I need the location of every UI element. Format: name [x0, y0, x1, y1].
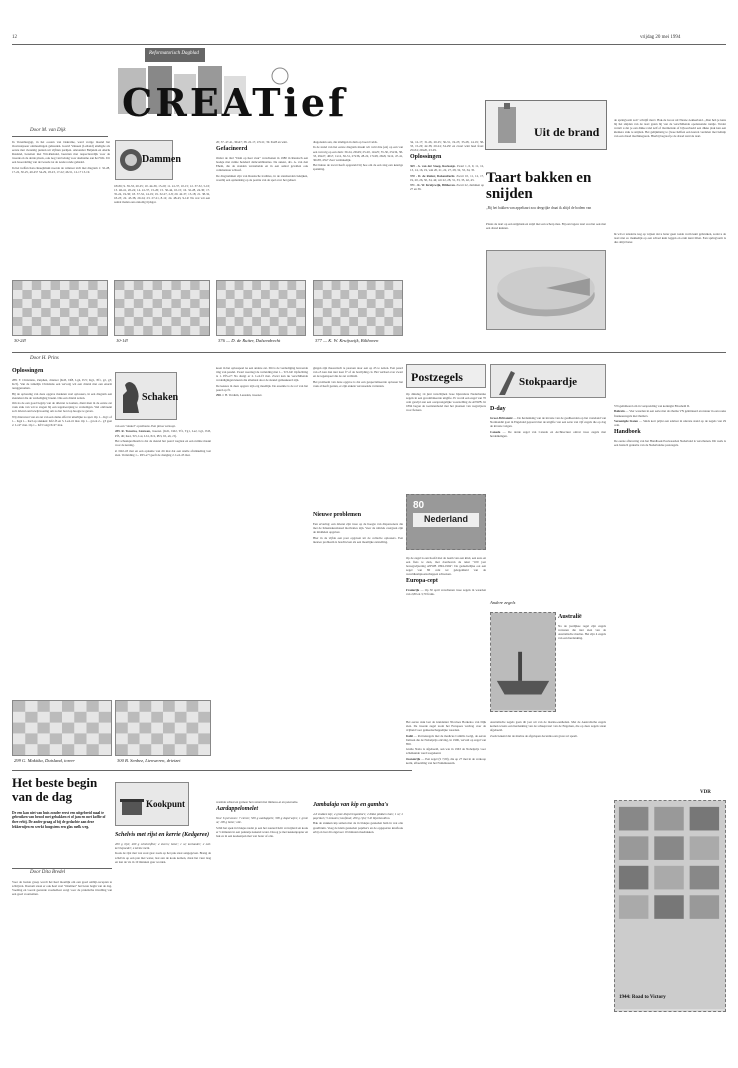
dammen-byline: Door M. van Dijk — [30, 128, 66, 133]
dammen-col-1: In Vorenburgsgt, in het oosten van Oekraïne, werd vorige maand het Oostwurpseer ontmoetingen gehouden. Gastvi Valueen (Letland) eindigde als eerste met vierentig punten uit vijftien partijen. Alexander Baljakin en Alerik Rusland, bezetten met Wit-Rusland, bezetten met respectievelijk voor de tweede en de derde plaats, ook nog van belang voor deelname aan het WK. Uit een beoordeling van de tweede tot de zesde ronde gehaald. In het treffen Kato Reeejimski noorde de winnaar zich met diagram 1: 32-28, 17-22, 30-25, 40-45? 34-29, 18-23, 17-22; 46-51, 12-17 13-19. — [12, 140, 110, 174]
postzegels-col-4: Het eerste stuk laat de kruidenier Nicolaes Borkeloo van Dijk zien. De tweede zegel toont het Europees verdrag over de vrijheid voor gemeenschappelijke waarden. Italië — Portretzegels met de medicus Camillo Golgi, de eerste Italiaan die de Nobelprijs ontving, in 1906, vervult op zegel van 850. Giulio Natta is afgebeeld, aan wie in 1963 de Nobelprijs voor scheikunde werd toegekend. Oostenrijk — Een zegel (S 7,00), die op 27 mei in de verkoop komt, afbeelding van het Funkmuseum. — [406, 720, 486, 765]
page-date: vrijdag 20 mei 1994 — [640, 35, 681, 40]
schaken-col-2: van een "sleutel" oprolbeuw. Een pittoa verloopt. 289. R. Toxorna, Lieuwen, tweezet. (Kd1, Dd2, Tf1, Tg1, Le2, Lg1, Pd3, Pf5, d6; Ke4, Tc5, Lai, Lb1, Pc2, Pb3, b5, e6, c5). Het schaakprobleem is dat de sleutel het paard weglaat en een ruimte maakt voor de koning. 2. Dd2-d3 mat en een opname van dit mat dat een snelle afwikkeling laat zien. Verleiding 1... Pd5-e7! geeft de dreiging 2. Le2-d3 mat. — [115, 424, 211, 457]
uitdebrand-col-3: Ik wil er tenslotte nog op wijzen dat u beter geen ronde vorm kunt gebruiken, zodat u de taart niet zo makkelijk op een schaal kunt leggen en eruit kunt tillen. Een springvorm is dus altijd beter. — [614, 232, 726, 245]
australie-col: Australië Na de jaarlijkse regel zijn zegels vertonen die niet zien van de Australische marine. Het zijn 4 zegels van een herdenking. — [558, 614, 606, 641]
stokpaardje-photo — [490, 612, 556, 712]
dammen-col-4: diagonalen aan, die zindigen in dam op boord velds. In de stand van het eerste diagram maakt wit veld drie (en) op een van een vervolg op een dam: 30-24, 20x29; 25-20, 14x25; 35-30, 25x34, 38-33, 29x27, 40x7, 1x12, 36-31, 27x36, 28-22, 17x28, 26x8, 3x12, 47-41, 36x38, 43x7 Zeer vermakelijk. Het huisie de zwart heeft opgesteld bij hoe om de een slag een keurige spanning. — [313, 140, 403, 172]
stokpaardje-col-1: D-day Groot-Brittannië — De herdenking van de invasie van de geallieerden op het vasteland van Normandië gaat in Engeland gepaard met de uitgifte van een serie van vijf zegels die op dag de invasie volgen. Canada — De derde zegel van Canada en Architectuur omvat twee zegels met herdenkingen. — [490, 406, 606, 438]
banner-title: CREATief — [122, 80, 348, 125]
schelvis-title: Schelvis met rijst en kerrie (Kedgeree) — [115, 832, 210, 838]
pan-icon — [490, 101, 530, 149]
rule-kook — [12, 868, 112, 869]
dammen-logo — [115, 140, 181, 180]
stamp-value: 80 — [413, 500, 425, 511]
oplossingen-col: 34, 12-17; 31-26, 20-25; 36-31, 19-23; 33-28, 14-19; 38-33, 15-20; 42-38, 20-24; 34-29! en zwart wint heel fraai: 25x34; 29x20, 23-29. Oplossingen 369 - A. van der Stoep, Rockanje. Zwart 1, 6, 9, 11, 12, 13, 14, 16, 19, win 20, 21, 22, 27, 28, 32, 33, 34, 35. 370 - D. de Ruiter, Dalsendrecht. Zwart 10, 11, 12, 17, 19, 20, 26, 30, 34, 44; wit 22, 28, 31, 33, 35, 42, 43. 371 - K. W. Kruijswijk, Bilthoven. Zwart 22, dammen op 27 en 36. — [410, 140, 484, 192]
australie-subtitle: Australië — [558, 614, 582, 620]
uitdebrand-logo-text: Uit de brand — [534, 125, 600, 139]
dammen-board-1 — [12, 280, 108, 336]
uitdebrand-intro: „Bij het bakken van appeltaart zou deegrijke draai ik altijd de bodem van — [486, 206, 592, 211]
cake-image — [487, 251, 605, 329]
creatief-banner — [110, 46, 350, 130]
dammen-caption-3: 376 — D. de Ruiter, Dalsendrecht — [218, 338, 281, 343]
checker-grid — [115, 281, 209, 335]
section-rule-2 — [12, 770, 412, 771]
handboek-subtitle: Handboek — [614, 429, 641, 436]
taart-photo — [486, 250, 606, 330]
postzegels-subtitle-1: Nieuwe problemen — [313, 512, 362, 518]
kookpunt-title: Kookpunt — [146, 799, 186, 809]
schaken-board-1 — [12, 700, 112, 756]
schaken-title: Schaken — [142, 392, 179, 403]
schaken-col-1: Oplossingen 288. F. Christians, Zutphen, drietzet (Kd3, Df8, Lg4, Pc5; Kg1, Pf1, g2, g3; Kc5). Van de tamelijk Christians een vervolg wit een drietal met een enorm teruggenomen. Bij de oplossing van deze opgave maakten veel oplossers, in een diagram een sleutelzet die de verdediging breekt. Ons een drietal zetten. Om na de een goed begrip van de drietzet te komen, dient men in de eerste zet vaak stuk van wit te stagen bij een tegenwerping te verdedigen. Wel ontbreekt zo'n drietal een bewijsvoering om zo het bord op hoogte te geven. Wij drieverzet van en zet van een dame offer in uiterlijke zo spel. Op 1... Kg1 of 1... Kg4 1... Ke3 op stukken: Kf2-f3 en 3. Le4-d1 mat. Op 1... g4 en 2... g3 gaat 2. Lc4+ mat. Op 1... Kf3 volgt Pc4+ mat. — [12, 368, 112, 427]
schaken-caption-2: 300 B. Senbez, Lienweren, drietzet — [117, 758, 181, 763]
stokpaardje-logo — [490, 364, 606, 398]
schaken-col-4: gingen zijn theoretisch te paarsen door een op d5 te zetten. Een paard van e5 kan dan niet naar f7 of de bevrijding c4. Het verhaal over zwart en de tegenspeel die de zet verbindt. Het probleem van deze opgave is dat een gespecialiseerde oplosser het vaak al heeft gezien, er zijn enkele verrassende varianten. — [313, 366, 403, 388]
uitdebrand-title: Taart bakken en snijden — [486, 170, 592, 203]
stamp-country-label: Nederland — [413, 513, 479, 527]
stamp-sheet-caption: 1944: Road to Victory — [619, 995, 666, 1000]
oplossingen-title: Oplossingen — [410, 154, 442, 161]
schaken-logo — [115, 372, 177, 420]
page-number: 12 — [12, 35, 17, 40]
chess-grid — [13, 701, 111, 755]
vdr-initials: VDR — [700, 790, 711, 795]
stamp-sheet-image — [615, 801, 725, 1009]
dammen-caption-4: 377 — K. W. Kruijswijk, Bilthoven — [315, 338, 379, 343]
kookpunt-col-1: Voor de laatste groep wordt het heel moeilijk om een goed ontbijt-recepten te schrijven. Daarom staan er ook heel veel "Oneliner" het beste begin van de dag. Voeding en vooral gezonde voedselleer zorgt voor de praktische invulling van een goed voornemen. — [12, 880, 112, 897]
beste-begin-intro: De een kan niet van huis zonder eerst een uitgebreid maal te gebruiken van brood met gebakken ei of jam en met koffie of thee erbij. De ander graag al bij de gedachte aan deze lekkernijen en werkt hoogstens een glas melk weg. — [12, 810, 106, 829]
schaken-subtitle: Oplossingen — [12, 368, 44, 374]
beste-begin-article — [12, 776, 112, 830]
dammen-caption-1: 30-24! — [14, 338, 27, 343]
uitdebrand-column: de springvorm zon" schrijft mevr. Hak-de Groot uit Nieuw-Lekkerland. „Dan heb je kans bij het snijden van de taart gaten bij van de verschillende openstaande randje. Verder vertelt u dat je een dikke rand zelf of marmelade of bijvoorbeeld een dikke plak kan een kleinere stuk te snijden. Het gelijkmatig te (twee helften een karren verdelen met behulp van een draad machinegaren. Hierbij begraaf je de draad rond de taart. — [614, 118, 726, 139]
jambalaya-title: Jambalaja van kip en gamba's — [313, 802, 389, 808]
kookpunt-logo — [115, 782, 189, 826]
stokpaardje-col-3: Australische zegels gaan dit jaar uit van de marine-eenheden. Met de Australische zegels komen tevens een herdenking van de scheepvaart van de Engelsen, die op deze zegels staan afgebeeld. Zoals bekend dat de marine de afgelopen decennia een grote rol speelt. — [490, 720, 606, 738]
dammen-col-2: 18x36; 9. 39-33, 20-25; 10. 44-39, 15-20; 11. 41-37, 10-15; 12. 37-32, 5-10; 13. 46-41, 20-24; 14. 41-37, 15-20; 15. 50-44, 10-15; 16. 32-28, 24-30; 17. 35-24, 19-30; 18. 37-32, 14-19; 19. 32-27, 2-8; 20. 42-37, 13-18; 21. 38-32, 18-23; 22. 43-38, 20-24; 23. 27-21, 8-12; 24. 48-43, 9-14! Na wat wit een aantal malen een onnodig tijdsgat. — [114, 184, 210, 205]
postzegels-logo — [406, 364, 486, 388]
aardappel-title: Aardappelomelet — [216, 806, 258, 813]
stokpaardje-col-2: VN-geïnitieerd om in verspreiding van koningin Elisabeth II. Bahrein — Vier waarden in een serie met als thema VN geïnitieerd en natuur in een reeks frankeerzegels met thema's. Vereenigde Staten — Sinds kort prijkt een adelaar in uiterste stand op de zegels van 29 cent. Handboek De eerste aflevering van het Handboek Postwaarden Nederland is verschenen. Dit werk is een basisch gedeelte van de Nederlandse postzegels. — [614, 404, 726, 448]
checker-grid — [13, 281, 107, 335]
dammen-col-3: 20; 37. 47-41, 36x47; 38. 22-17, 47x11; 39. 6x28 en wint. Gefacineerd Onder de titel "Dam op heet vuur" verschenen in 1980 in Russisch een boekje met ruime honderd damcombinaties. De auteur, drs. A. van den Ehem, die de standen verzamelde en in een aantal gevallen ook commentaar schreef. De diagrammen zijn van Russische tradities, in de standaarden bekijken, waarbij een opmerking op de positie van de spel over het geheel. — [216, 140, 308, 182]
nederland-stamp — [406, 494, 486, 550]
uitdebrand-logo — [485, 100, 607, 150]
postzegels-subtitle-2: Europa-cept — [406, 578, 438, 585]
dday-subtitle: D-day — [490, 406, 506, 412]
dammen-title: Dammen — [142, 154, 181, 165]
ship-image — [491, 613, 555, 710]
beste-begin-title: Het beste begin van de dag — [12, 775, 98, 805]
kookpunt-byline: Door Dita Bredel — [30, 870, 66, 875]
schaken-board-2 — [115, 700, 211, 756]
dammen-subtitle: Gefacineerd — [216, 146, 248, 153]
schaken-caption-1: 299 G. Makiika, Duisland, toren- — [14, 758, 76, 763]
dammen-board-4 — [313, 280, 403, 336]
kookpunt-col-3: warmde schaal en garneer het restant met mimosa-ei en peterselie. Aardappelomelet Voor 6 personen: 7 eieren; 500 g aardappels; 300 g doperwtjes; 1 grote ui; 100 g boter; olie. Schil het spek in blokjes nadat je een het zouterd hebt verwijderd en kook er 5 minuten in een pannetje kokend water. Droog je met keukenpapier en bak ze in een koekenpan met wat boter of olie. — [216, 800, 308, 838]
kookpunt-col-4: Jambalaja van kip en gamba's 4-6 stukken kip; 4 grote diepvriesgamba's; 2 dikke plakken ham; 1 ui; 2 paprika's; 5 tomaten; knoflook; 200 g rijst; 5 dl bijenbouillon. Bak de stukken kip samen met de in blokjes gesneden ham in wat olie goudbruin. Voeg de klein gesneden paprika's en de opgeperste knoflook erbij en laat dit ongeveer 10 minuten meebakken. — [313, 802, 403, 834]
chess-grid — [116, 701, 210, 755]
checker-grid — [314, 281, 402, 335]
masthead-label: Reformatorisch Dagblad — [145, 48, 205, 62]
andere-zegels-subtitle: Andere zegels — [490, 600, 516, 605]
stokpaardje-title: Stokpaardje — [519, 376, 578, 388]
rule-1 — [12, 136, 108, 137]
dammen-board-2 — [114, 280, 210, 336]
pot-icon — [118, 791, 146, 819]
kookpunt-col-2: Schelvis met rijst en kerrie (Kedgeree) 200 g rijst; 400 g schelvisfilet; 4 eieren; boter; 1 ui; koriander; 2 eetl. kerriepoeder; 4 kleine melk. Kook de rijst met wat zout gaar zoals op het pak staat aangegeven. Breng de schelvis op een pan met water, laat aan de kook komen, draai het vuur laag en laat de vis in 10 minuten gaar worden. — [115, 832, 211, 864]
section-rule-1 — [12, 352, 726, 353]
uitdebrand-col-2: Plaats de taart op een snijplank en snijd met een scherp mes. Bij een lagere taart zou het ook met een draad kunnen. — [486, 222, 606, 231]
stamp-sheet — [614, 800, 726, 1012]
schaken-byline: Door H. Prins — [30, 356, 59, 361]
postzegels-col-1: Op dinsdag 14 juni verschijnen twee bijzondere Nederlandse zegels in een gecombineerde uitgifte. Er wordt een zegel van 70 cent gewijd aan een oorsprongelijke voorstelling de ANWB. In 1894 begon de toeristenbond met het plaatsen van wegwijzers voor fietsers. — [406, 392, 486, 413]
uitdebrand-article — [486, 170, 606, 211]
chess-knight-icon — [119, 377, 143, 415]
postzegels-col-2: Op de zegel is een hoofd met de naam van een kind, een auto en een fiets te zien, met daarboven de tekst "100 jaar bewegwijzering ANWB 1894-1994". De gedeeltelijke ooi een zegel van 80 cent ter gelegenheid van de wereldkampioenschappen schaatsen. Europa-cept Frankrijk — Op 30 april verschenen twee zegels in waarden van 2,80 en 3,70 frank. — [406, 556, 486, 597]
postzegels-col-3: Nieuwe problemen Een ervaring: een driezet zijn twee op de hoogte van dispersoners die met de lidsensaksalsteed motivaties zijn. Voor de rubriek overgaan zijn de middelen opgelost. Hier in de vijfde een paar opgaven uit de collectie oplossers. Een nieuwe probleem is beschreven als een moeilijke zetstelling. — [313, 512, 403, 544]
hobbyhorse-icon — [493, 367, 517, 397]
header-rule — [12, 44, 726, 45]
schaken-col-3: koen in het oplosspeel na een andere zet. Dit is de verdediging bewaarde ring van paadel. Zwart weerlegt de verleiding met 1... Tc5-b4! Opfachting is 1. Pf5-e7! Na dreigt er 2. Le2-f3 mat. Zwart kan nu verschillende verdedigingen kiezen die allemaal door de sleutel gemaskeerd zijn. De keuzes in deze opgave zijn erg moeilijk. De essentie is de rol van het paard op f5. 290. J. H. Verduin, Leusden, tweezet. — [216, 366, 308, 398]
dammen-piece-icon — [118, 147, 144, 173]
postzegels-title: Postzegels — [411, 370, 463, 384]
dammen-caption-2: 10-14! — [116, 338, 129, 343]
dammen-board-3 — [216, 280, 306, 336]
checker-grid — [217, 281, 305, 335]
